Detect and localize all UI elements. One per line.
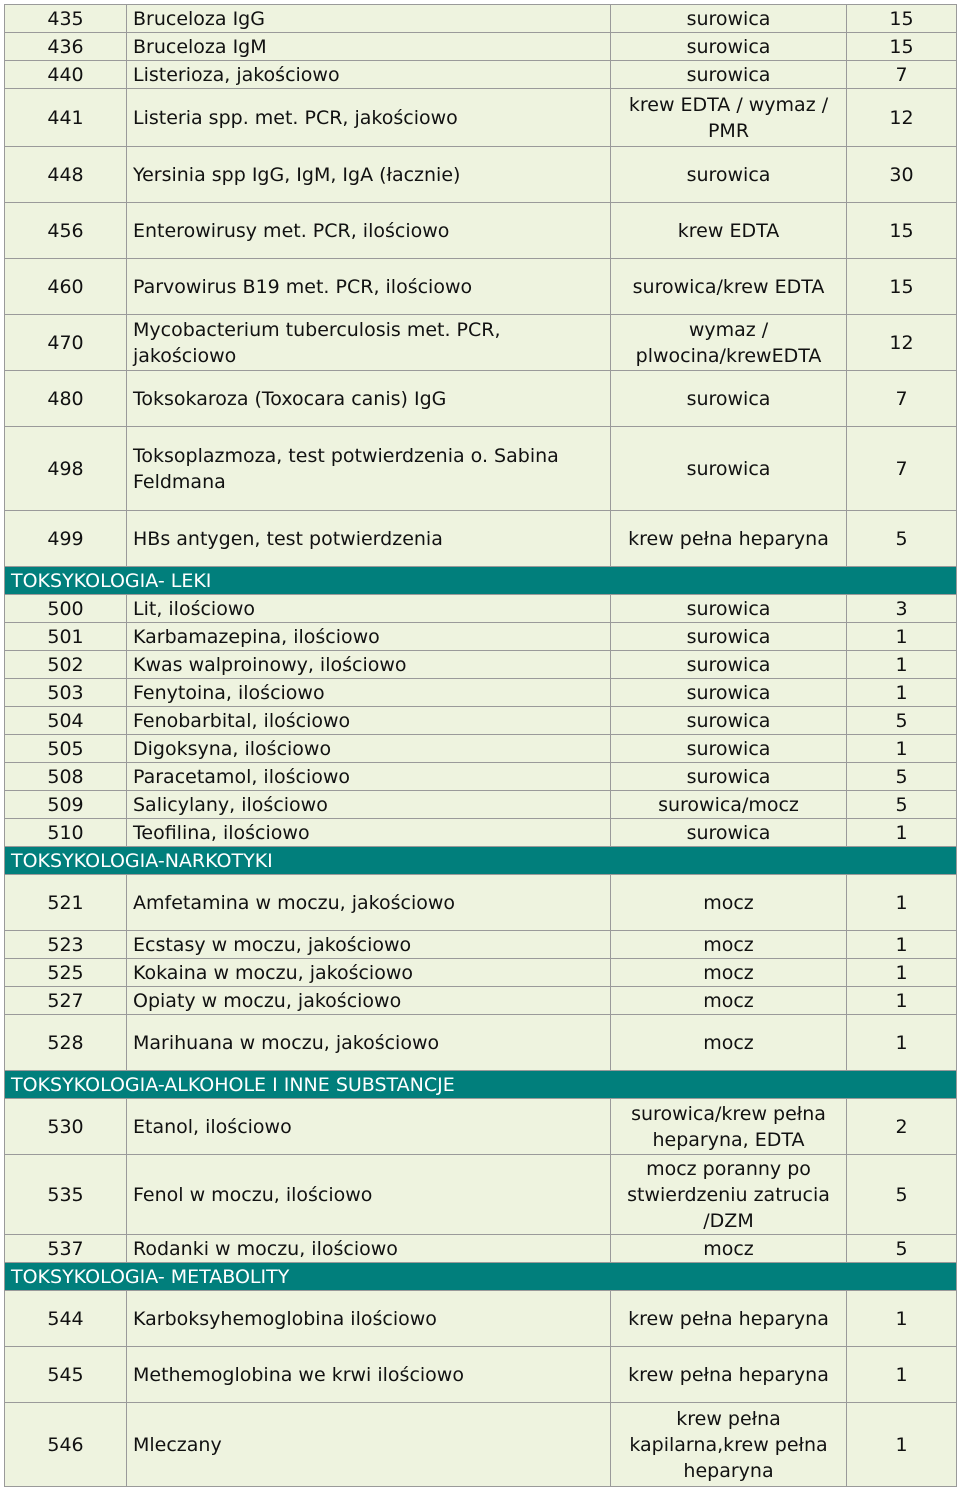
sample-material: mocz (611, 959, 847, 987)
test-code: 525 (5, 959, 127, 987)
turnaround-days: 15 (847, 33, 957, 61)
section-title: TOKSYKOLOGIA- METABOLITY (5, 1263, 957, 1291)
turnaround-days: 1 (847, 987, 957, 1015)
test-code: 503 (5, 679, 127, 707)
table-row (5, 791, 957, 819)
test-name: Opiaty w moczu, jakościowo (127, 987, 611, 1015)
section-header-row (5, 1263, 957, 1291)
turnaround-days: 5 (847, 763, 957, 791)
turnaround-days: 1 (847, 651, 957, 679)
test-name: Toksokaroza (Toxocara canis) IgG (127, 371, 611, 427)
sample-material: surowica/krew pełna heparyna, EDTA (611, 1099, 847, 1155)
test-name: Karbamazepina, ilościowo (127, 623, 611, 651)
sample-material: surowica (611, 679, 847, 707)
test-name: Kokaina w moczu, jakościowo (127, 959, 611, 987)
sample-material: krew pełna kapilarna,krew pełna heparyna (611, 1403, 847, 1487)
test-code: 509 (5, 791, 127, 819)
test-code: 546 (5, 1403, 127, 1487)
test-name: Parvowirus B19 met. PCR, ilościowo (127, 259, 611, 315)
table-row (5, 1015, 957, 1071)
turnaround-days: 1 (847, 679, 957, 707)
test-name: HBs antygen, test potwierdzenia (127, 511, 611, 567)
table-row (5, 1099, 957, 1155)
sample-material: surowica/krew EDTA (611, 259, 847, 315)
table-row (5, 1235, 957, 1263)
test-name: Marihuana w moczu, jakościowo (127, 1015, 611, 1071)
test-code: 440 (5, 61, 127, 89)
test-name: Rodanki w moczu, ilościowo (127, 1235, 611, 1263)
test-code: 545 (5, 1347, 127, 1403)
turnaround-days: 1 (847, 1403, 957, 1487)
sample-material: surowica (611, 707, 847, 735)
table-row (5, 315, 957, 371)
turnaround-days: 5 (847, 707, 957, 735)
test-code: 470 (5, 315, 127, 371)
table-row (5, 89, 957, 147)
section-header-row (5, 567, 957, 595)
test-name: Toksoplazmoza, test potwierdzenia o. Sabina Feldmana (127, 427, 611, 511)
turnaround-days: 2 (847, 1099, 957, 1155)
test-name: Lit, ilościowo (127, 595, 611, 623)
table-row (5, 427, 957, 511)
test-name: Fenol w moczu, ilościowo (127, 1155, 611, 1235)
sample-material: krew pełna heparyna (611, 511, 847, 567)
test-code: 441 (5, 89, 127, 147)
test-code: 527 (5, 987, 127, 1015)
turnaround-days: 1 (847, 875, 957, 931)
turnaround-days: 3 (847, 595, 957, 623)
table-row (5, 763, 957, 791)
turnaround-days: 7 (847, 371, 957, 427)
table-row (5, 511, 957, 567)
table-row (5, 147, 957, 203)
turnaround-days: 15 (847, 259, 957, 315)
turnaround-days: 5 (847, 1155, 957, 1235)
table-row (5, 1403, 957, 1487)
section-header-row (5, 1071, 957, 1099)
sample-material: surowica (611, 371, 847, 427)
table-row (5, 623, 957, 651)
test-name: Paracetamol, ilościowo (127, 763, 611, 791)
test-name: Ecstasy w moczu, jakościowo (127, 931, 611, 959)
test-name: Teofilina, ilościowo (127, 819, 611, 847)
turnaround-days: 5 (847, 791, 957, 819)
test-code: 535 (5, 1155, 127, 1235)
sample-material: wymaz / plwocina/krewEDTA (611, 315, 847, 371)
table-row (5, 819, 957, 847)
sample-material: surowica (611, 33, 847, 61)
sample-material: surowica (611, 623, 847, 651)
table-row (5, 5, 957, 33)
sample-material: surowica (611, 819, 847, 847)
table-row (5, 707, 957, 735)
sample-material: krew pełna heparyna (611, 1291, 847, 1347)
test-code: 528 (5, 1015, 127, 1071)
table-row (5, 259, 957, 315)
test-code: 505 (5, 735, 127, 763)
sample-material: surowica (611, 735, 847, 763)
table-row (5, 735, 957, 763)
turnaround-days: 30 (847, 147, 957, 203)
sample-material: mocz poranny po stwierdzeniu zatrucia /DZM (611, 1155, 847, 1235)
test-name: Salicylany, ilościowo (127, 791, 611, 819)
test-code: 504 (5, 707, 127, 735)
turnaround-days: 15 (847, 5, 957, 33)
table-row (5, 1347, 957, 1403)
test-code: 501 (5, 623, 127, 651)
sample-material: mocz (611, 987, 847, 1015)
turnaround-days: 12 (847, 315, 957, 371)
test-code: 448 (5, 147, 127, 203)
test-code: 510 (5, 819, 127, 847)
test-name: Mycobacterium tuberculosis met. PCR, jakościowo (127, 315, 611, 371)
sample-material: krew EDTA (611, 203, 847, 259)
section-header-row (5, 847, 957, 875)
table-row (5, 931, 957, 959)
sample-material: krew pełna heparyna (611, 1347, 847, 1403)
sample-material: surowica (611, 427, 847, 511)
test-name: Digoksyna, ilościowo (127, 735, 611, 763)
turnaround-days: 15 (847, 203, 957, 259)
test-code: 480 (5, 371, 127, 427)
test-name: Bruceloza IgM (127, 33, 611, 61)
test-name: Listeria spp. met. PCR, jakościowo (127, 89, 611, 147)
table-row (5, 1155, 957, 1235)
test-code: 499 (5, 511, 127, 567)
turnaround-days: 1 (847, 819, 957, 847)
table-row (5, 987, 957, 1015)
table-row (5, 371, 957, 427)
test-code: 500 (5, 595, 127, 623)
turnaround-days: 1 (847, 735, 957, 763)
section-title: TOKSYKOLOGIA- LEKI (5, 567, 957, 595)
turnaround-days: 1 (847, 1291, 957, 1347)
sample-material: surowica (611, 763, 847, 791)
sample-material: mocz (611, 875, 847, 931)
test-code: 523 (5, 931, 127, 959)
turnaround-days: 7 (847, 61, 957, 89)
test-code: 508 (5, 763, 127, 791)
turnaround-days: 1 (847, 931, 957, 959)
sample-material: mocz (611, 1235, 847, 1263)
turnaround-days: 7 (847, 427, 957, 511)
table-row (5, 875, 957, 931)
turnaround-days: 1 (847, 959, 957, 987)
sample-material: mocz (611, 1015, 847, 1071)
table-row (5, 33, 957, 61)
sample-material: mocz (611, 931, 847, 959)
test-code: 537 (5, 1235, 127, 1263)
sample-material: surowica (611, 5, 847, 33)
test-name: Bruceloza IgG (127, 5, 611, 33)
turnaround-days: 5 (847, 511, 957, 567)
test-name: Karboksyhemoglobina ilościowo (127, 1291, 611, 1347)
test-name: Enterowirusy met. PCR, ilościowo (127, 203, 611, 259)
test-name: Yersinia spp IgG, IgM, IgA (łacznie) (127, 147, 611, 203)
test-name: Fenytoina, ilościowo (127, 679, 611, 707)
test-code: 502 (5, 651, 127, 679)
test-name: Kwas walproinowy, ilościowo (127, 651, 611, 679)
test-name: Etanol, ilościowo (127, 1099, 611, 1155)
test-code: 435 (5, 5, 127, 33)
lab-tests-body (5, 5, 957, 1487)
turnaround-days: 1 (847, 623, 957, 651)
sample-material: surowica/mocz (611, 791, 847, 819)
test-code: 530 (5, 1099, 127, 1155)
table-row (5, 1291, 957, 1347)
turnaround-days: 1 (847, 1015, 957, 1071)
test-code: 521 (5, 875, 127, 931)
sample-material: surowica (611, 595, 847, 623)
test-name: Fenobarbital, ilościowo (127, 707, 611, 735)
sample-material: surowica (611, 651, 847, 679)
test-name: Methemoglobina we krwi ilościowo (127, 1347, 611, 1403)
table-row (5, 203, 957, 259)
turnaround-days: 5 (847, 1235, 957, 1263)
table-row (5, 959, 957, 987)
section-title: TOKSYKOLOGIA-ALKOHOLE I INNE SUBSTANCJE (5, 1071, 957, 1099)
test-code: 436 (5, 33, 127, 61)
section-title: TOKSYKOLOGIA-NARKOTYKI (5, 847, 957, 875)
test-code: 460 (5, 259, 127, 315)
table-row (5, 595, 957, 623)
lab-tests-table (4, 4, 957, 1487)
turnaround-days: 1 (847, 1347, 957, 1403)
test-name: Amfetamina w moczu, jakościowo (127, 875, 611, 931)
sample-material: surowica (611, 147, 847, 203)
test-code: 456 (5, 203, 127, 259)
table-row (5, 679, 957, 707)
test-code: 544 (5, 1291, 127, 1347)
turnaround-days: 12 (847, 89, 957, 147)
test-code: 498 (5, 427, 127, 511)
test-name: Listerioza, jakościowo (127, 61, 611, 89)
table-row (5, 61, 957, 89)
test-name: Mleczany (127, 1403, 611, 1487)
table-row (5, 651, 957, 679)
sample-material: surowica (611, 61, 847, 89)
sample-material: krew EDTA / wymaz / PMR (611, 89, 847, 147)
